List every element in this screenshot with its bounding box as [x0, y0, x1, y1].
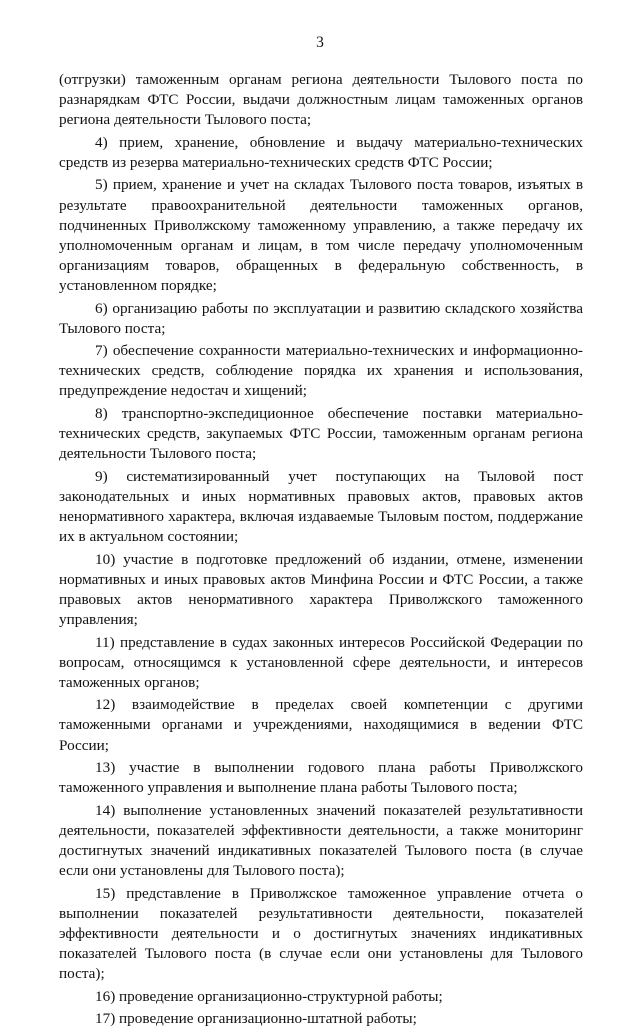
paragraph-item-14: 14) выполнение установленных значений показателей результативности деятельности, показателей эффективности деятельности, а также мониторинг достигнутых значений индикативных показателей Тылового поста (в случае если они установлены для Тылового поста); [59, 801, 583, 880]
paragraph-item-5: 5) прием, хранение и учет на складах Тылового поста товаров, изъятых в результате правоохранительной деятельности таможенных органов, подчиненных Приволжскому таможенному управлению, а также передачу их уполномоченным органам и лицам, в том числе передачу уполномоченным организациям товаров, обращенных в федеральную собственность, в установленном порядке; [59, 176, 583, 294]
paragraph-item-9: 9) систематизированный учет поступающих на Тыловой пост законодательных и иных нормативных правовых актов, правовых актов ненормативного характера, включая издаваемые Тыловым постом, поддержание их в актуальном состоянии; [59, 467, 583, 546]
paragraph-item-11: 11) представление в судах законных интересов Российской Федерации по вопросам, относящимся к установленной сфере деятельности, и интересов таможенных органов; [59, 633, 583, 691]
paragraph-continuation: (отгрузки) таможенным органам региона деятельности Тылового поста по разнарядкам ФТС России, выдачи должностным лицам таможенных органов региона деятельности Тылового поста; [59, 71, 583, 129]
paragraph-item-16: 16) проведение организационно-структурной работы; [95, 987, 443, 1005]
paragraph-item-8: 8) транспортно-экспедиционное обеспечение поставки материально-технических средств, закупаемых ФТС России, таможенным органам региона деятельности Тылового поста; [59, 405, 583, 463]
paragraph-item-6: 6) организацию работы по эксплуатации и развитию складского хозяйства Тылового поста; [59, 299, 583, 337]
paragraph-item-13: 13) участие в выполнении годового плана работы Приволжского таможенного управления и выполнение плана работы Тылового поста; [59, 759, 583, 797]
paragraph-item-7: 7) обеспечение сохранности материально-технических и информационно-технических средств, соблюдение порядка их хранения и использования, предупреждение недостач и хищений; [59, 342, 583, 400]
paragraph-item-12: 12) взаимодействие в пределах своей компетенции с другими таможенными органами и учреждениями, находящимися в ведении ФТС России; [59, 696, 583, 754]
paragraph-item-4: 4) прием, хранение, обновление и выдачу материально-технических средств из резерва материально-технических средств ФТС России; [59, 133, 583, 171]
paragraph-item-10: 10) участие в подготовке предложений об издании, отмене, изменении нормативных и иных правовых актов Минфина России и ФТС России, а также правовых актов ненормативного характера Приволжского таможенного управления; [59, 550, 583, 628]
paragraph-item-17: 17) проведение организационно-штатной работы; [95, 1010, 417, 1028]
paragraph-item-15: 15) представление в Приволжское таможенное управление отчета о выполнении показателей результативности деятельности, показателей эффективности деятельности и о достигнутых значениях индикативных показателей Тылового поста (в случае если они установлены для Тылового поста); [59, 884, 583, 983]
page-number: 3 [316, 34, 324, 51]
